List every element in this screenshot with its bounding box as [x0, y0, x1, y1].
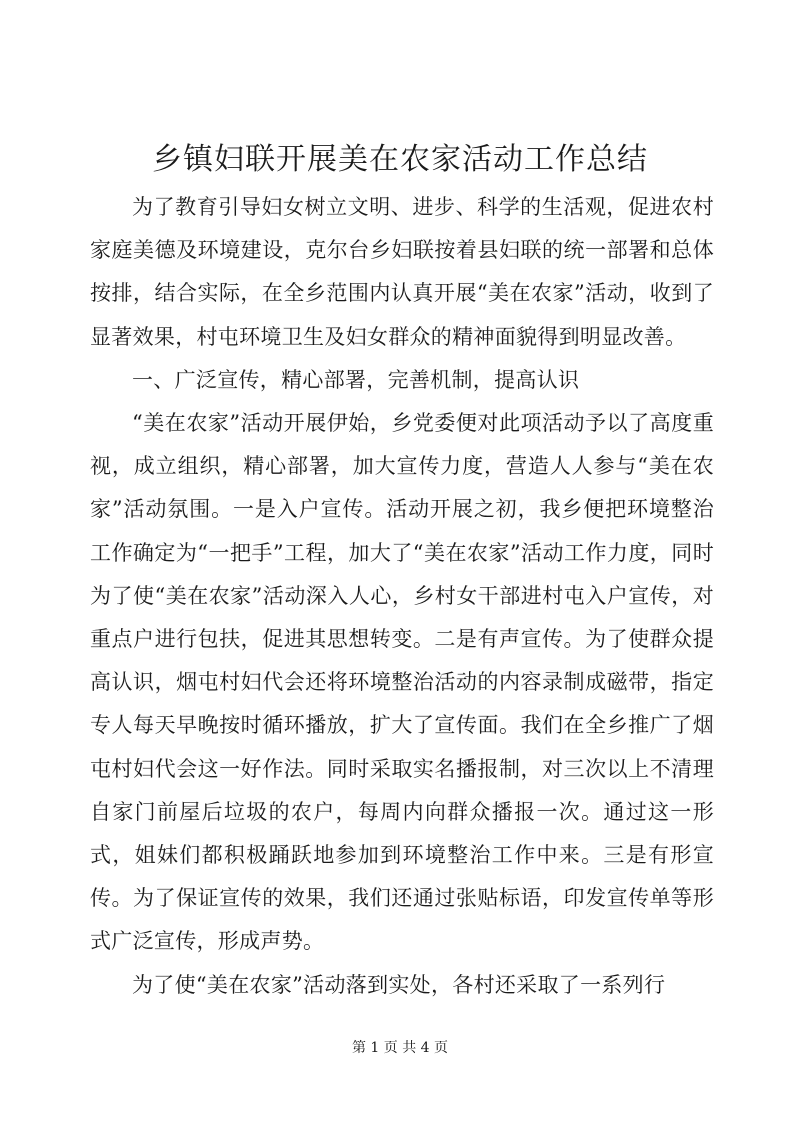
page-number-footer: 第 1 页 共 4 页	[351, 1040, 449, 1056]
paragraph-publicity: “美在农家”活动开展伊始，乡党委便对此项活动予以了高度重视，成立组织，精心部署，加大宣传力度，营造人人参与“美在农家”活动氛围。一是入户宣传。活动开展之初，我乡便把环境整治工作确定为“一把手”工程，加大了“美在农家”活动工作力度，同时为了使“美在农家”活动深入人心，乡村女干部进村屯入户宣传，对重点户进行包扶，促进其思想转变。二是有声宣传。为了使群众提高认识，烟屯村妇代会还将环境整治活动的内容录制成磁带，指定专人每天早晚按时循环播放，扩大了宣传面。我们在全乡推广了烟屯村妇代会这一好作法。同时采取实名播报制，对三次以上不清理自家门前屋后垃圾的农户，每周内向群众播报一次。通过这一形式，姐妹们都积极踊跃地参加到环境整治工作中来。三是有形宣传。为了保证宣传的效果，我们还通过张贴标语，印发宣传单等形式广泛宣传，形成声势。	[90, 411, 714, 954]
paragraph-intro: 为了教育引导妇女树立文明、进步、科学的生活观，促进农村家庭美德及环境建设，克尔台乡妇联按着县妇联的统一部署和总体按排，结合实际，在全乡范围内认真开展“美在农家”活动，收到了显著效果，村屯环境卫生及妇女群众的精神面貌得到明显改善。	[90, 195, 714, 349]
paragraph-implementation: 为了使“美在农家”活动落到实处，各村还采取了一系列行	[132, 972, 666, 997]
document-body	[90, 186, 714, 1007]
section-heading-1: 一、广泛宣传，精心部署，完善机制，提高认识	[132, 367, 580, 392]
document-title: 乡镇妇联开展美在农家活动工作总结	[152, 142, 648, 177]
